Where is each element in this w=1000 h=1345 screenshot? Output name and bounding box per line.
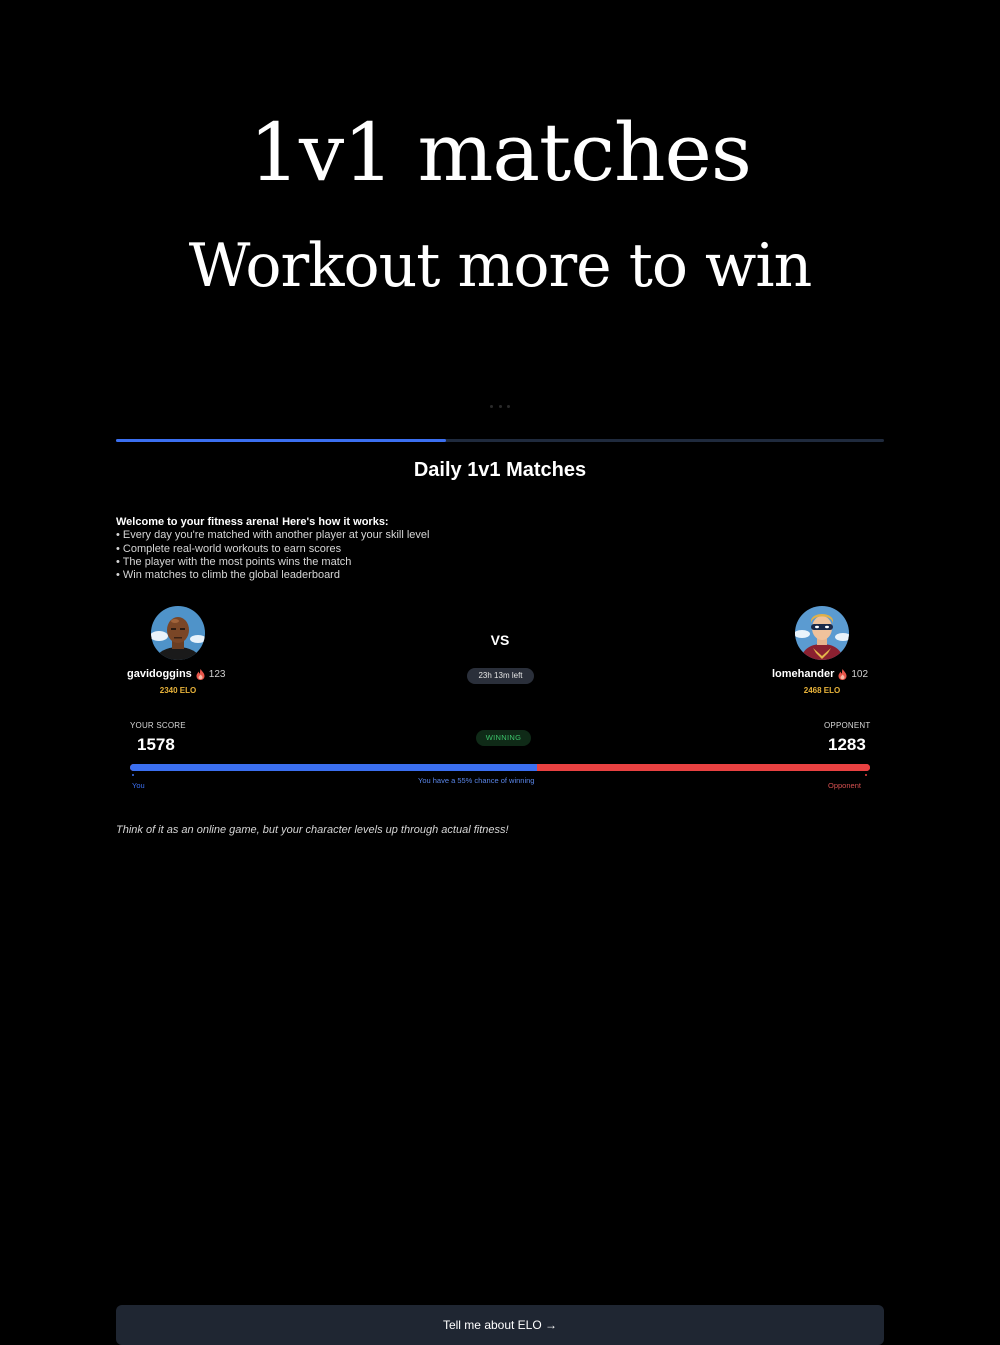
page-indicator-dots — [490, 405, 510, 411]
player-elo: 2340 ELO — [159, 686, 197, 695]
win-chance-opponent-segment — [537, 764, 870, 771]
player-username: gavidoggins — [127, 668, 192, 680]
dot — [490, 405, 493, 408]
player-name-row — [127, 668, 225, 680]
dot — [507, 405, 510, 408]
time-left-badge: 23h 13m left — [467, 668, 534, 684]
intro-bullet: • Every day you're matched with another player at your skill level — [116, 529, 430, 542]
player-avatar[interactable] — [151, 606, 205, 660]
you-bar-label: You — [132, 781, 145, 790]
intro-bullet: • Complete real-world workouts to earn scores — [116, 542, 342, 555]
win-chance-you-segment — [130, 764, 537, 771]
intro-bullet: • The player with the most points wins the match — [116, 555, 352, 568]
opponent-avatar[interactable] — [795, 606, 849, 660]
winning-status-badge: WINNING — [476, 730, 531, 746]
intro-heading: Welcome to your fitness arena! Here's how it works: — [116, 516, 389, 528]
player-streak-count: 123 — [208, 668, 226, 680]
intro-bullet: • Win matches to climb the global leaderboard — [116, 569, 340, 582]
your-score-value: 1578 — [137, 735, 175, 754]
section-title: Daily 1v1 Matches — [413, 459, 587, 481]
you-marker — [132, 774, 134, 776]
flame-icon — [838, 669, 847, 680]
opponent-name-row — [772, 668, 868, 680]
avatar-bald-man-icon — [151, 606, 205, 660]
opponent-score-label: OPPONENT — [824, 721, 871, 730]
your-score-label: YOUR SCORE — [130, 721, 186, 730]
onboarding-progress-bar — [116, 439, 884, 442]
tell-me-about-elo-button[interactable]: Tell me about ELO → — [116, 1305, 884, 1345]
win-chance-bar — [130, 764, 870, 771]
dot — [499, 405, 502, 408]
vs-label: VS — [490, 632, 510, 648]
opponent-score-value: 1283 — [828, 735, 866, 754]
intro-text — [116, 516, 716, 582]
onboarding-progress-fill — [116, 439, 446, 442]
hero-subtitle: Workout more to win — [188, 231, 812, 301]
opponent-bar-label: Opponent — [828, 781, 861, 790]
win-chance-text: You have a 55% chance of winning — [418, 776, 535, 785]
flame-icon — [196, 669, 205, 680]
opponent-elo: 2468 ELO — [803, 686, 841, 695]
opponent-username: lomehander — [772, 668, 835, 680]
hero-title: 1v1 matches — [249, 106, 751, 199]
tagline: Think of it as an online game, but your character levels up through actual fitness! — [116, 824, 509, 836]
avatar-superhero-icon — [795, 606, 849, 660]
opponent-streak-count: 102 — [851, 668, 869, 680]
opponent-marker — [865, 774, 867, 776]
